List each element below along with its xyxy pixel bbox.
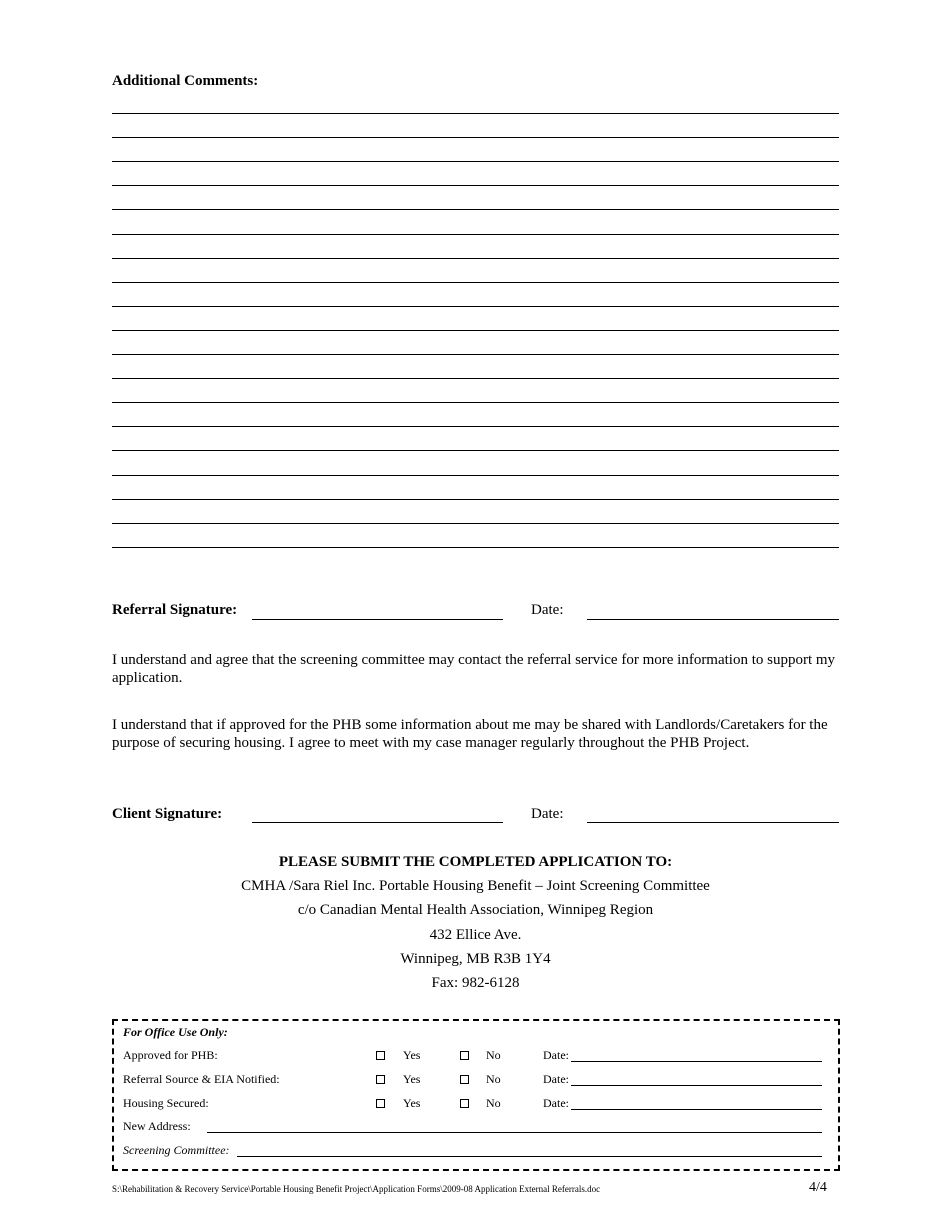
comment-line[interactable] <box>112 523 839 524</box>
referral-signature-label: Referral Signature: <box>112 602 238 618</box>
office-date-label: Date: <box>543 1048 569 1062</box>
submit-heading: PLEASE SUBMIT THE COMPLETED APPLICATION TO: <box>278 854 673 870</box>
comment-line[interactable] <box>112 499 839 500</box>
footer-file-path: S:\Rehabilitation & Recovery Service\Portable Housing Benefit Project\Application Forms\2009-08 Application External Referrals.doc <box>112 1184 601 1194</box>
no-label: No <box>486 1096 501 1110</box>
office-date-label: Date: <box>543 1096 569 1110</box>
comment-line[interactable] <box>112 475 839 476</box>
comment-line[interactable] <box>112 354 839 355</box>
consent-paragraph-1: I understand and agree that the screening committee may contact the referral service for more information to support my application. <box>112 652 836 686</box>
office-row-label: Housing Secured: <box>123 1096 209 1110</box>
referral-date-line[interactable] <box>587 619 839 620</box>
no-label: No <box>486 1048 501 1062</box>
comment-line[interactable] <box>112 185 839 186</box>
yes-label: Yes <box>403 1096 421 1110</box>
submit-line-2: c/o Canadian Mental Health Association, Winnipeg Region <box>297 902 654 918</box>
office-row-label: Approved for PHB: <box>123 1048 218 1062</box>
comment-line[interactable] <box>112 137 839 138</box>
comment-line[interactable] <box>112 450 839 451</box>
new-address-label: New Address: <box>123 1119 191 1133</box>
comment-line[interactable] <box>112 282 839 283</box>
screening-committee-line[interactable] <box>237 1156 822 1157</box>
new-address-line[interactable] <box>207 1132 822 1133</box>
referral-date-label: Date: <box>531 602 564 618</box>
client-signature-line[interactable] <box>252 822 503 823</box>
referral-signature-line[interactable] <box>252 619 503 620</box>
submit-line-4: Winnipeg, MB R3B 1Y4 <box>400 951 551 967</box>
comment-line[interactable] <box>112 306 839 307</box>
submit-line-3: 432 Ellice Ave. <box>429 927 522 943</box>
comment-line[interactable] <box>112 426 839 427</box>
comment-line[interactable] <box>112 113 839 114</box>
office-date-line[interactable] <box>571 1061 822 1062</box>
office-date-line[interactable] <box>571 1085 822 1086</box>
comment-line[interactable] <box>112 378 839 379</box>
no-checkbox[interactable] <box>460 1099 469 1108</box>
no-label: No <box>486 1072 501 1086</box>
submit-line-1: CMHA /Sara Riel Inc. Portable Housing Benefit – Joint Screening Committee <box>241 878 710 894</box>
page-number: 4/4 <box>809 1180 827 1195</box>
comment-line[interactable] <box>112 402 839 403</box>
comment-line[interactable] <box>112 234 839 235</box>
yes-label: Yes <box>403 1048 421 1062</box>
comment-line[interactable] <box>112 258 839 259</box>
client-signature-label: Client Signature: <box>112 806 223 822</box>
no-checkbox[interactable] <box>460 1075 469 1084</box>
comment-line[interactable] <box>112 547 839 548</box>
screening-committee-label: Screening Committee: <box>123 1143 230 1157</box>
yes-checkbox[interactable] <box>376 1075 385 1084</box>
comment-line[interactable] <box>112 161 839 162</box>
yes-checkbox[interactable] <box>376 1051 385 1060</box>
no-checkbox[interactable] <box>460 1051 469 1060</box>
office-row-label: Referral Source & EIA Notified: <box>123 1072 280 1086</box>
comments-heading: Additional Comments: <box>112 73 259 89</box>
submit-line-5: Fax: 982-6128 <box>431 975 520 991</box>
office-date-label: Date: <box>543 1072 569 1086</box>
consent-paragraph-2: I understand that if approved for the PHB some information about me may be shared with Landlords/Caretakers for the purpose of securing housing. I agree to meet with my case manager regularly throughout the PHB Project. <box>112 717 828 751</box>
yes-label: Yes <box>403 1072 421 1086</box>
yes-checkbox[interactable] <box>376 1099 385 1108</box>
office-date-line[interactable] <box>571 1109 822 1110</box>
comment-line[interactable] <box>112 209 839 210</box>
office-use-title: For Office Use Only: <box>123 1025 228 1039</box>
comment-line[interactable] <box>112 330 839 331</box>
client-date-label: Date: <box>531 806 564 822</box>
client-date-line[interactable] <box>587 822 839 823</box>
